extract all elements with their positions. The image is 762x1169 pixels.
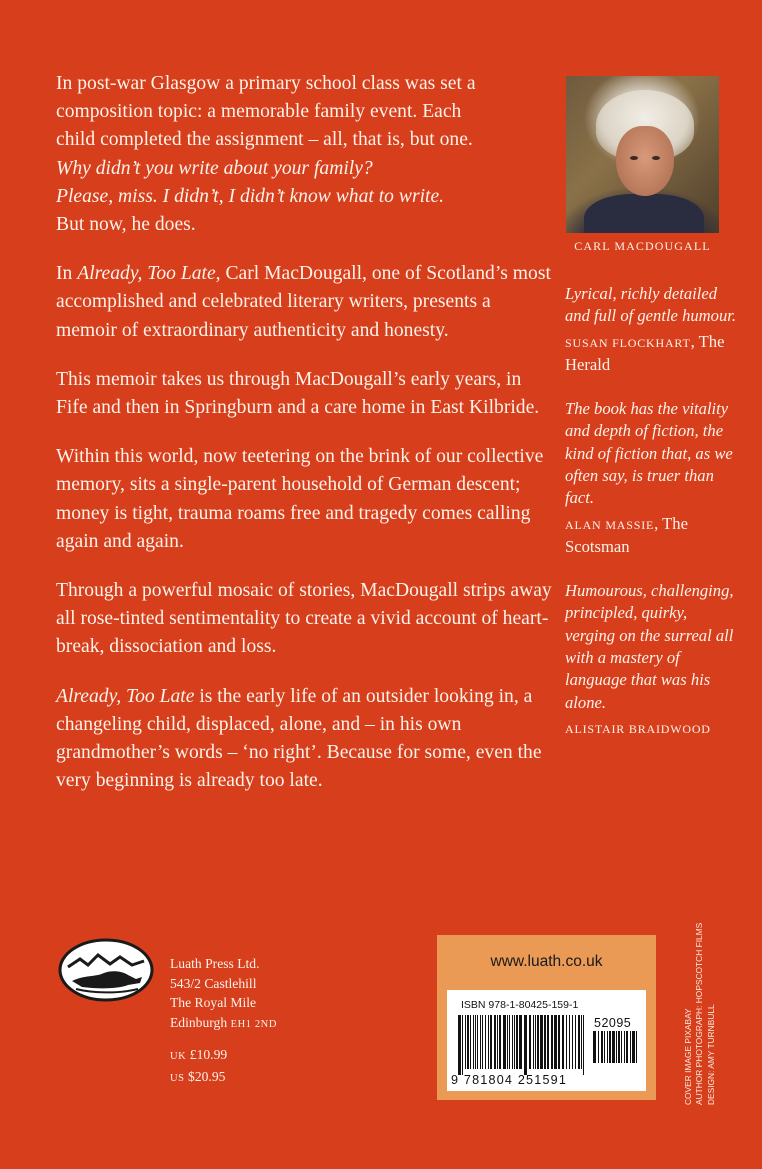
review-quote: Lyrical, richly detailed and full of gentle humour. SUSAN FLOCKHART, The Herald xyxy=(565,283,740,376)
review-quote: The book has the vitality and depth of fiction, the kind of fiction that, as we often say, is truer than fact. ALAN MASSIE, The Scotsman xyxy=(565,398,740,558)
barcode-bar xyxy=(551,1015,553,1069)
barcode-bar xyxy=(578,1015,580,1069)
barcode-bar xyxy=(470,1015,471,1069)
barcode-bar xyxy=(562,1015,564,1069)
addon-barcode xyxy=(592,1031,640,1069)
author-photo xyxy=(566,76,719,233)
review-source: ALAN MASSIE, The Scotsman xyxy=(565,513,688,556)
barcode-bar xyxy=(512,1015,513,1069)
review-quotes xyxy=(565,283,740,762)
blurb-paragraph-1: In post-war Glasgow a primary school class was set a composition topic: a memorable family event. Each child completed the assignment – all, that is, but one. Why didn’t you write about your family? Please, miss. I didn’t, I didn’t know what to write. But now, he does. xyxy=(56,70,552,239)
book-title: Already, Too Late xyxy=(56,685,195,707)
barcode-bar xyxy=(632,1031,635,1063)
barcode-panel xyxy=(437,935,656,1100)
barcode-bar xyxy=(569,1015,570,1069)
barcode-bar xyxy=(624,1031,625,1063)
blurb-dialogue-question: Why didn’t you write about your family? xyxy=(56,157,373,179)
barcode-bar xyxy=(465,1015,466,1069)
barcode-bar xyxy=(529,1015,531,1069)
barcode-bar xyxy=(519,1015,522,1069)
luath-press-logo xyxy=(58,937,154,1003)
author-photo-caption: CARL MACDOUGALL xyxy=(574,239,711,253)
review-source: SUSAN FLOCKHART, The Herald xyxy=(565,331,725,374)
publisher-url: www.luath.co.uk xyxy=(490,953,603,970)
barcode-bar xyxy=(490,1015,492,1069)
barcode-bar xyxy=(609,1031,611,1063)
barcode-bar xyxy=(636,1031,637,1063)
barcode-bar xyxy=(475,1015,476,1069)
review-quote: Humourous, challenging, principled, quirky, verging on the surreal all with a mastery of language that was his alone. ALISTAIR BRAIDWOOD xyxy=(565,580,740,740)
barcode-bar xyxy=(540,1015,543,1069)
barcode-card xyxy=(447,990,646,1091)
barcode-bar xyxy=(554,1015,557,1069)
review-source: ALISTAIR BRAIDWOOD xyxy=(565,722,711,737)
ean-digits: 9 781804 251591 xyxy=(451,1073,568,1087)
barcode-bar xyxy=(558,1015,560,1069)
barcode-bar xyxy=(514,1015,515,1069)
blurb-paragraph-3: This memoir takes us through MacDougall’s early years, in Fife and then in Springburn and a care home in East Kilbride. xyxy=(56,368,540,419)
barcode-bar xyxy=(572,1015,573,1069)
barcode-bar xyxy=(524,1015,527,1075)
barcode-bar xyxy=(607,1031,608,1063)
blurb-paragraph-6: Already, Too Late is the early life of an outsider looking in, a changeling child, displaced, alone, and – in his own grandmother’s words – ‘no right’. Because for some, even the very beginning is already too late. xyxy=(56,685,542,792)
barcode-bar xyxy=(497,1015,498,1069)
barcode-bar xyxy=(480,1015,481,1069)
barcode-bar xyxy=(601,1031,603,1063)
barcode-bar xyxy=(566,1015,567,1069)
barcode-bar xyxy=(583,1015,584,1075)
price-uk: UK £10.99 xyxy=(170,1047,228,1062)
blurb-paragraph-4: Within this world, now teetering on the brink of our collective memory, sits a single-parent household of German descent; money is tight, trauma roams free and tragedy comes calling again and again. xyxy=(56,446,544,552)
barcode-bar xyxy=(616,1031,617,1063)
blurb-paragraph-2: In Already, Too Late, Carl MacDougall, one of Scotland’s most accomplished and celebrated literary writers, presents a memoir of extraordinary authenticity and honesty. xyxy=(56,263,551,341)
barcode-bar xyxy=(575,1015,576,1069)
barcode-bar xyxy=(507,1015,508,1069)
barcode-bar xyxy=(544,1015,546,1069)
book-title: Already, Too Late xyxy=(77,263,216,285)
barcode-bar xyxy=(516,1015,518,1069)
barcode-bar xyxy=(467,1015,469,1069)
blurb xyxy=(56,70,552,816)
barcode-bar xyxy=(630,1031,631,1063)
barcode-bar xyxy=(458,1015,461,1075)
prices xyxy=(170,1045,227,1088)
barcode-bar xyxy=(477,1015,478,1069)
barcode-bar xyxy=(598,1031,599,1063)
blurb-paragraph-5: Through a powerful mosaic of stories, MacDougall strips away all rose-tinted sentimentality to create a vivid account of heart-break, dissociation and loss. xyxy=(56,580,552,658)
barcode-bar xyxy=(494,1015,496,1069)
barcode-bar xyxy=(593,1031,596,1063)
price-code: 52095 xyxy=(594,1016,632,1030)
barcode-bar xyxy=(482,1015,483,1069)
barcode-bar xyxy=(547,1015,549,1069)
barcode-bar xyxy=(581,1015,582,1069)
barcode-bar xyxy=(535,1015,536,1069)
barcode-bar xyxy=(509,1015,510,1069)
barcode-bar xyxy=(618,1031,620,1063)
barcode-bar xyxy=(537,1015,539,1069)
blurb-dialogue-answer: Please, miss. I didn’t, I didn’t know what to write. xyxy=(56,185,445,207)
barcode-bar xyxy=(626,1031,628,1063)
barcode-bar xyxy=(499,1015,501,1069)
barcode-bar xyxy=(612,1031,615,1063)
barcode-bar xyxy=(488,1015,489,1069)
ean-barcode xyxy=(457,1015,587,1075)
barcode-bar xyxy=(485,1015,486,1069)
image-credits: COVER IMAGE PIXABAY AUTHOR PHOTOGRAPH: HOPSCOTCH FILMS DESIGN: AMY TURNBULL xyxy=(683,922,716,1105)
isbn-number: ISBN 978-1-80425-159-1 xyxy=(461,999,579,1011)
barcode-bar xyxy=(503,1015,506,1069)
barcode-bar xyxy=(473,1015,474,1069)
barcode-bar xyxy=(462,1015,463,1075)
publisher-address: Luath Press Ltd. 543/2 Castlehill The Royal Mile Edinburgh EH1 2ND xyxy=(170,956,278,1030)
price-us: US $20.95 xyxy=(170,1068,226,1084)
barcode-bar xyxy=(604,1031,605,1063)
barcode-bar xyxy=(533,1015,534,1069)
barcode-bar xyxy=(621,1031,622,1063)
